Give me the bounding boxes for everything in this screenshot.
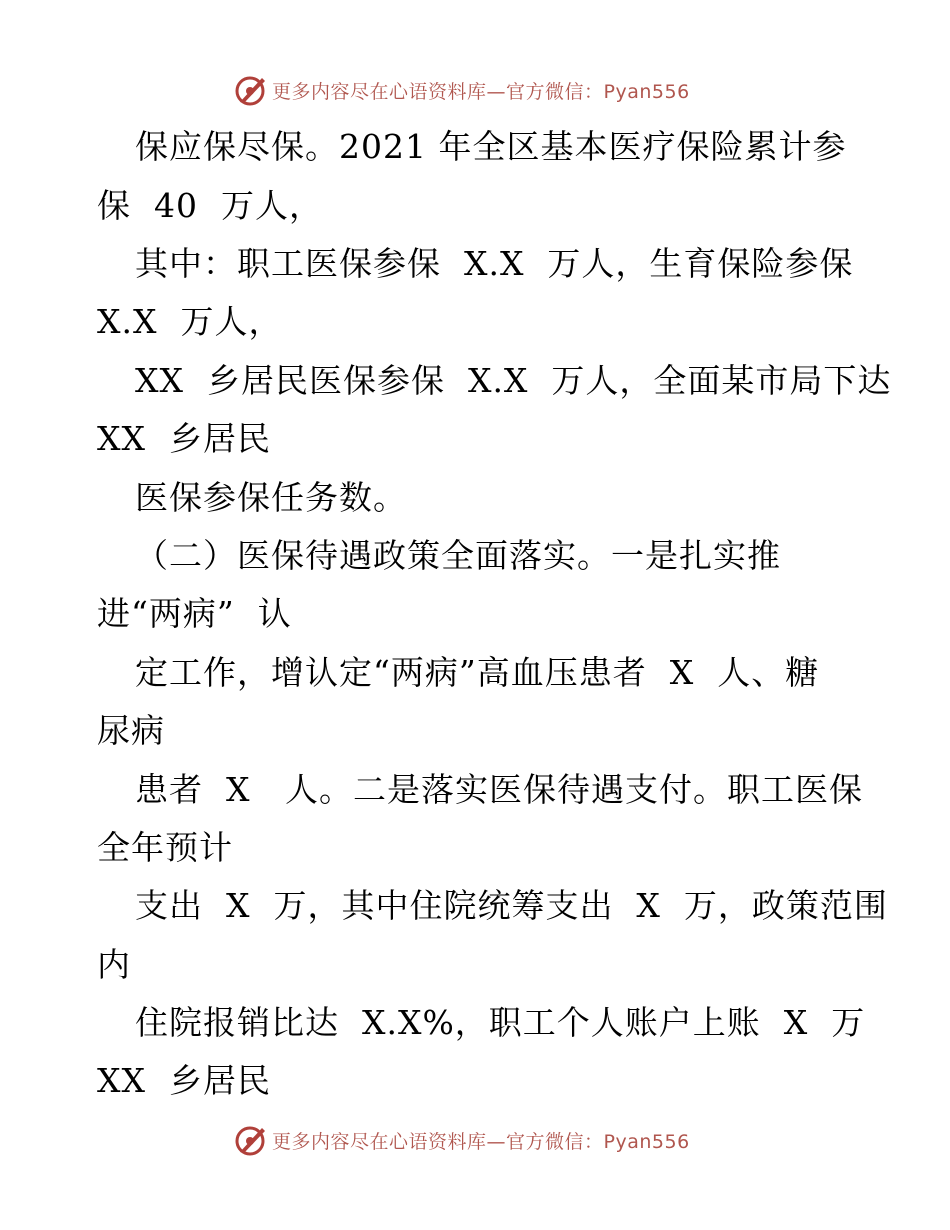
watermark-text: 更多内容尽在心语资料库—官方微信：Pyan556 bbox=[272, 1130, 690, 1153]
quill-logo-icon bbox=[232, 72, 268, 108]
body-line: 住院报销比达 X.X%，职工个人账户上账 X 万 bbox=[135, 1003, 866, 1042]
body-line: XX 乡居民 bbox=[97, 419, 271, 458]
body-line: （二）医保待遇政策全面落实。一是扎实推 bbox=[135, 536, 781, 575]
body-line: X.X 万人， bbox=[97, 302, 283, 341]
body-line: 患者 X 人。二是落实医保待遇支付。职工医保 bbox=[135, 770, 863, 809]
footer-watermark bbox=[232, 1120, 690, 1160]
body-line: XX 乡居民 bbox=[97, 1061, 271, 1100]
body-line: XX 乡居民医保参保 X.X 万人，全面某市局下达 bbox=[135, 361, 892, 400]
body-line: 保 40 万人， bbox=[97, 186, 323, 225]
body-line: 其中：职工医保参保 X.X 万人，生育保险参保 bbox=[135, 244, 854, 283]
body-line: 尿病 bbox=[97, 711, 165, 750]
body-line: 医保参保任务数。 bbox=[135, 478, 407, 517]
body-line: 进“两病” 认 bbox=[97, 594, 292, 633]
body-line: 保应保尽保。2021 年全区基本医疗保险累计参 bbox=[135, 127, 847, 166]
header-watermark bbox=[232, 70, 690, 110]
body-line: 定工作，增认定“两病”高血压患者 X 人、糖 bbox=[135, 653, 820, 692]
body-line: 全年预计 bbox=[97, 828, 233, 867]
quill-logo-icon bbox=[232, 1122, 268, 1158]
watermark-text: 更多内容尽在心语资料库—官方微信：Pyan556 bbox=[272, 80, 690, 103]
body-line: 内 bbox=[97, 945, 131, 984]
body-line: 支出 X 万，其中住院统筹支出 X 万，政策范围 bbox=[135, 886, 888, 925]
